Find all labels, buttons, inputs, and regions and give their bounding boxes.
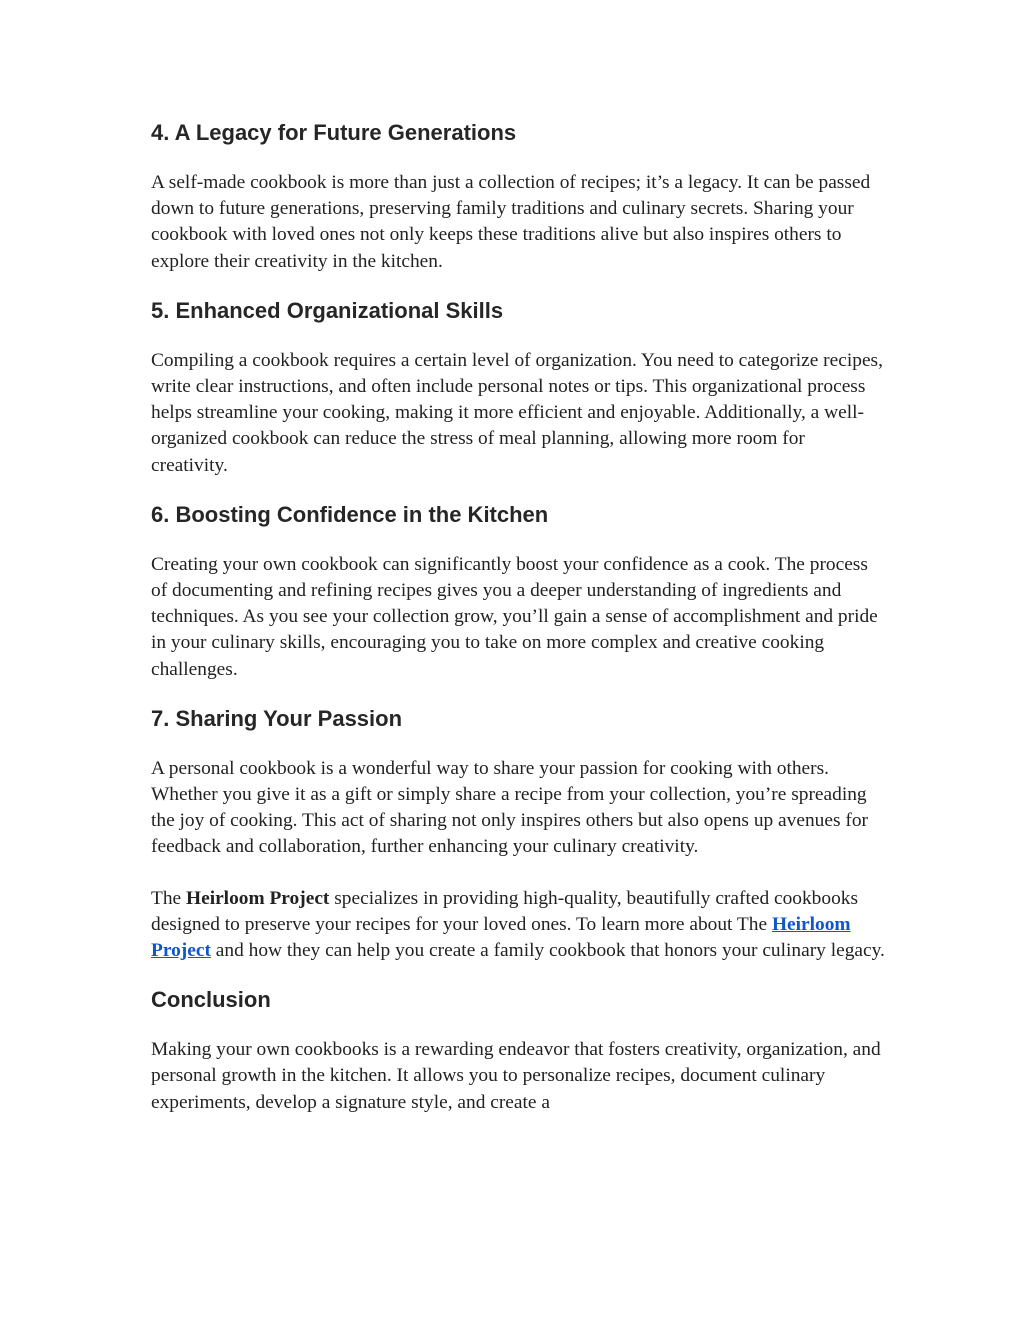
section-heading-organizational-skills: 5. Enhanced Organizational Skills — [151, 297, 504, 323]
section-heading-conclusion: Conclusion — [151, 987, 271, 1013]
heirloom-project-link[interactable]: Heirloom Project — [151, 913, 851, 962]
section-heading-confidence: 6. Boosting Confidence in the Kitchen — [151, 501, 549, 527]
section-paragraph-legacy: A self-made cookbook is more than just a collection of recipes; it’s a legacy. It can be passed down to future generations, preserving family traditions and culinary secrets. Sharing your cookbook with loved ones not only keeps these traditions alive but also inspires others to explore their creativity in the kitchen. — [151, 172, 871, 272]
heirloom-intro-text: The — [151, 887, 186, 909]
document-content — [151, 118, 886, 1116]
heirloom-paragraph — [151, 886, 886, 965]
section-heading-sharing-passion: 7. Sharing Your Passion — [151, 705, 403, 731]
section-paragraph-sharing-passion: A personal cookbook is a wonderful way to share your passion for cooking with others. Whether you give it as a gift or simply share a recipe from your collection, you’re spreading the joy of cooking. This act of sharing not only inspires others but also opens up avenues for feedback and collaboration, further enhancing your culinary creativity. — [151, 757, 868, 858]
heirloom-outro-text: and how they can help you create a family cookbook that honors your culinary legacy. — [210, 940, 885, 962]
section-paragraph-organizational-skills: Compiling a cookbook requires a certain level of organization. You need to categorize recipes, write clear instructions, and often include personal notes or tips. This organizational process helps streamline your cooking, making it more efficient and enjoyable. Additionally, a well-organized cookbook can reduce the stress of meal planning, allowing more room for creativity. — [151, 349, 883, 476]
heirloom-middle-text: specializes in providing high-quality, beautifully crafted cookbooks designed to preserve your recipes for your loved ones. To learn more about The — [151, 887, 859, 935]
section-paragraph-confidence: Creating your own cookbook can significantly boost your confidence as a cook. The process of documenting and refining recipes gives you a deeper understanding of ingredients and techniques. As you see your collection grow, you’ll gain a sense of accomplishment and pride in your culinary skills, encouraging you to take on more complex and creative cooking challenges. — [151, 553, 878, 680]
section-heading-legacy: 4. A Legacy for Future Generations — [151, 120, 517, 145]
heirloom-brand-name: Heirloom Project — [186, 887, 330, 909]
section-paragraph-conclusion: Making your own cookbooks is a rewarding endeavor that fosters creativity, organization, and personal growth in the kitchen. It allows you to personalize recipes, document culinary experiments, develop a signature style, and create a — [151, 1039, 881, 1113]
